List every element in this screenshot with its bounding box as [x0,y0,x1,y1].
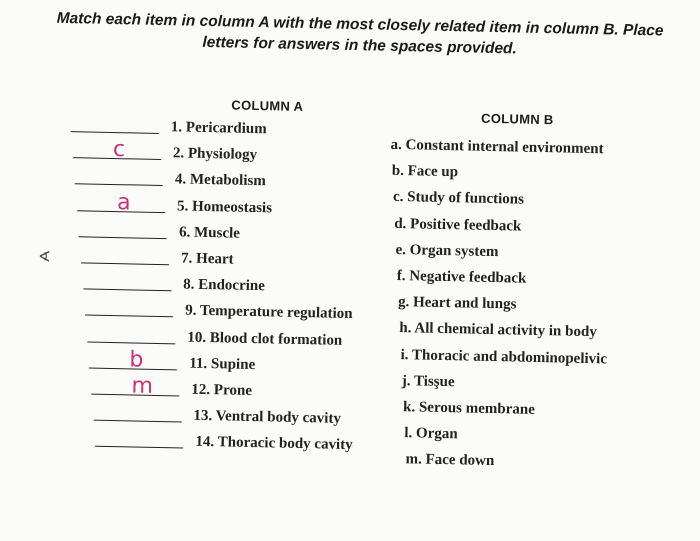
column-b-item: i. Thoracic and abdominopelivic [400,346,608,367]
column-a-item: 4. Metabolism [174,171,266,190]
column-b-item: b. Face up [391,163,459,181]
column-a-item: 12. Prone [191,381,253,399]
answer-blank[interactable] [75,184,163,187]
column-a-item: 5. Homeostasis [176,197,273,216]
answer-blank[interactable] [81,262,169,265]
column-b-item: d. Positive feedback [394,215,522,235]
column-a-item: 7. Heart [180,250,234,268]
answer-blank[interactable] [87,341,175,344]
handwritten-answer: c [112,137,126,163]
answer-blank[interactable] [85,315,173,318]
instructions: Match each item in column A with the most closely related item in column B. Place letters for answers in the spaces provided. [56,9,664,58]
answer-blank[interactable] [83,289,171,292]
margin-mark: ∢ [37,247,51,266]
column-b-item: j. Tisşue [401,372,455,391]
column-b-item: a. Constant internal environment [390,136,604,158]
column-b-item: g. Heart and lungs [397,294,517,313]
column-b-item: m. Face down [405,451,495,470]
column-a-header: COLUMN A [231,97,304,114]
answer-blank[interactable] [71,131,159,134]
column-a-item: 9. Temperature regulation [185,302,353,323]
column-a-item: 14. Thoracic body cavity [195,434,353,454]
answer-blank[interactable] [95,446,183,449]
answer-blank[interactable] [93,420,181,423]
column-b-item: f. Negative feedback [396,267,527,287]
column-a-item: 10. Blood clot formation [187,329,343,349]
answer-blank[interactable] [79,236,167,239]
column-b-item: k. Serous membrane [402,399,536,418]
column-a-item: 6. Muscle [178,224,241,242]
column-a-item: 11. Supine [189,355,256,373]
column-b-item: l. Organ [404,425,458,443]
column-a-item: 1. Pericardium [170,119,267,138]
column-a-item: 2. Physiology [172,145,258,164]
handwritten-answer: b [129,347,144,373]
handwritten-answer: m [131,373,154,399]
column-b-header: COLUMN B [480,110,554,128]
column-a-row [95,427,425,460]
column-b-item: e. Organ system [395,241,499,260]
column-a-item: 8. Endocrine [183,276,266,295]
column-b-item: c. Study of functions [392,189,525,209]
handwritten-answer: a [116,189,131,215]
column-b-item: h. All chemical activity in body [399,320,597,341]
column-a-item: 13. Ventral body cavity [193,407,342,428]
